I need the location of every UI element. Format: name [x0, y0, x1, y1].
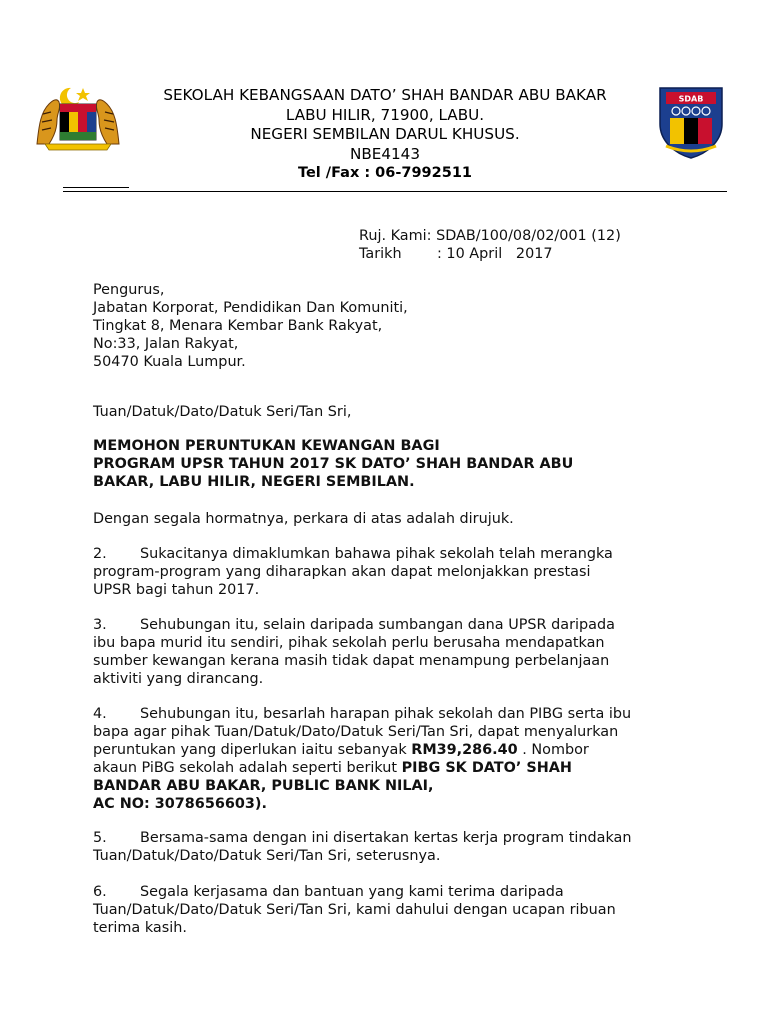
ruj-value: SDAB/100/08/02/001 (12) — [436, 228, 621, 244]
opening-text: Dengan segala hormatnya, perkara di atas adalah dirujuk. — [93, 511, 514, 527]
reference-block — [359, 227, 621, 263]
header-divider — [63, 191, 727, 192]
school-name: SEKOLAH KEBANGSAAN DATO’ SHAH BANDAR ABU BAKAR — [163, 86, 607, 104]
tarikh-label: Tarikh — [359, 246, 402, 262]
paragraph-line: sumber kewangan kerana masih tidak dapat menampung perbelanjaan — [93, 653, 610, 669]
paragraph-6 — [93, 883, 693, 937]
recipient-line: Jabatan Korporat, Pendidikan Dan Komuniti, — [93, 300, 408, 316]
paragraph-line: Tuan/Datuk/Dato/Datuk Seri/Tan Sri, kami dahului dengan ucapan ribuan — [93, 902, 616, 918]
paragraph-line: program-program yang diharapkan akan dapat melonjakkan prestasi — [93, 564, 591, 580]
paragraph-3 — [93, 616, 693, 688]
tarikh-value: : 10 April 2017 — [437, 246, 553, 262]
school-state: NEGERI SEMBILAN DARUL KHUSUS. — [250, 125, 520, 143]
paragraph-line: akaun PiBG sekolah adalah seperti berikut — [93, 760, 402, 776]
paragraph-line: Sehubungan itu, besarlah harapan pihak sekolah dan PIBG serta ibu — [140, 706, 632, 722]
paragraph-number: 4. — [93, 706, 107, 722]
paragraph-line: bapa agar pihak Tuan/Datuk/Dato/Datuk Seri/Tan Sri, dapat menyalurkan — [93, 724, 619, 740]
account-number: AC NO: 3078656603). — [93, 796, 267, 812]
ruj-label: Ruj. Kami: — [359, 228, 432, 244]
paragraph-line: . Nombor — [517, 742, 589, 758]
school-crest-logo — [656, 84, 726, 160]
account-name: PIBG SK DATO’ SHAH — [401, 760, 572, 776]
paragraph-line: peruntukan yang diperlukan iaitu sebanyak — [93, 742, 412, 758]
paragraph-number: 2. — [93, 546, 107, 562]
paragraph-line: ibu bapa murid itu sendiri, pihak sekolah perlu berusaha mendapatkan — [93, 635, 605, 651]
school-address: LABU HILIR, 71900, LABU. — [285, 105, 485, 124]
paragraph-line: terima kasih. — [93, 920, 187, 936]
paragraph-number: 5. — [93, 830, 107, 846]
paragraph-line: Tuan/Datuk/Dato/Datuk Seri/Tan Sri, seterusnya. — [93, 848, 441, 864]
paragraph-line: Sehubungan itu, selain daripada sumbangan dana UPSR daripada — [140, 617, 615, 633]
recipient-line: 50470 Kuala Lumpur. — [93, 354, 246, 370]
recipient-line: Tingkat 8, Menara Kembar Bank Rakyat, — [93, 318, 383, 334]
recipient-line: Pengurus, — [93, 282, 165, 298]
paragraph-line: UPSR bagi tahun 2017. — [93, 582, 260, 598]
tarikh-row — [359, 245, 621, 263]
subject-line: BAKAR, LABU HILIR, NEGERI SEMBILAN. — [93, 474, 415, 490]
paragraph-2 — [93, 545, 693, 599]
school-tel-fax: Tel /Fax : 06-7992511 — [297, 165, 473, 181]
subject-line: PROGRAM UPSR TAHUN 2017 SK DATO’ SHAH BANDAR ABU — [93, 456, 574, 472]
crest-text: SDAB — [678, 94, 704, 104]
opening-paragraph — [93, 510, 693, 528]
paragraph-number: 6. — [93, 884, 107, 900]
amount-value: RM39,286.40 — [411, 742, 518, 758]
paragraph-line: aktiviti yang dirancang. — [93, 671, 264, 687]
account-bank: BANDAR ABU BAKAR, PUBLIC BANK NILAI, — [93, 778, 434, 794]
letterhead — [110, 86, 660, 184]
paragraph-4 — [93, 705, 693, 813]
paragraph-line: Segala kerjasama dan bantuan yang kami terima daripada — [140, 884, 564, 900]
paragraph-line: Sukacitanya dimaklumkan bahawa pihak sekolah telah merangka — [140, 546, 613, 562]
header-short-rule — [63, 187, 129, 188]
salutation-text: Tuan/Datuk/Dato/Datuk Seri/Tan Sri, — [93, 404, 352, 420]
paragraph-line: Bersama-sama dengan ini disertakan kertas kerja program tindakan — [140, 830, 632, 846]
paragraph-number: 3. — [93, 617, 107, 633]
recipient-address — [93, 281, 693, 371]
ruj-row — [359, 227, 621, 245]
salutation — [93, 403, 693, 421]
subject-heading — [93, 437, 693, 491]
subject-line: MEMOHON PERUNTUKAN KEWANGAN BAGI — [93, 438, 440, 454]
school-code: NBE4143 — [349, 144, 421, 163]
paragraph-5 — [93, 829, 693, 865]
recipient-line: No:33, Jalan Rakyat, — [93, 336, 239, 352]
